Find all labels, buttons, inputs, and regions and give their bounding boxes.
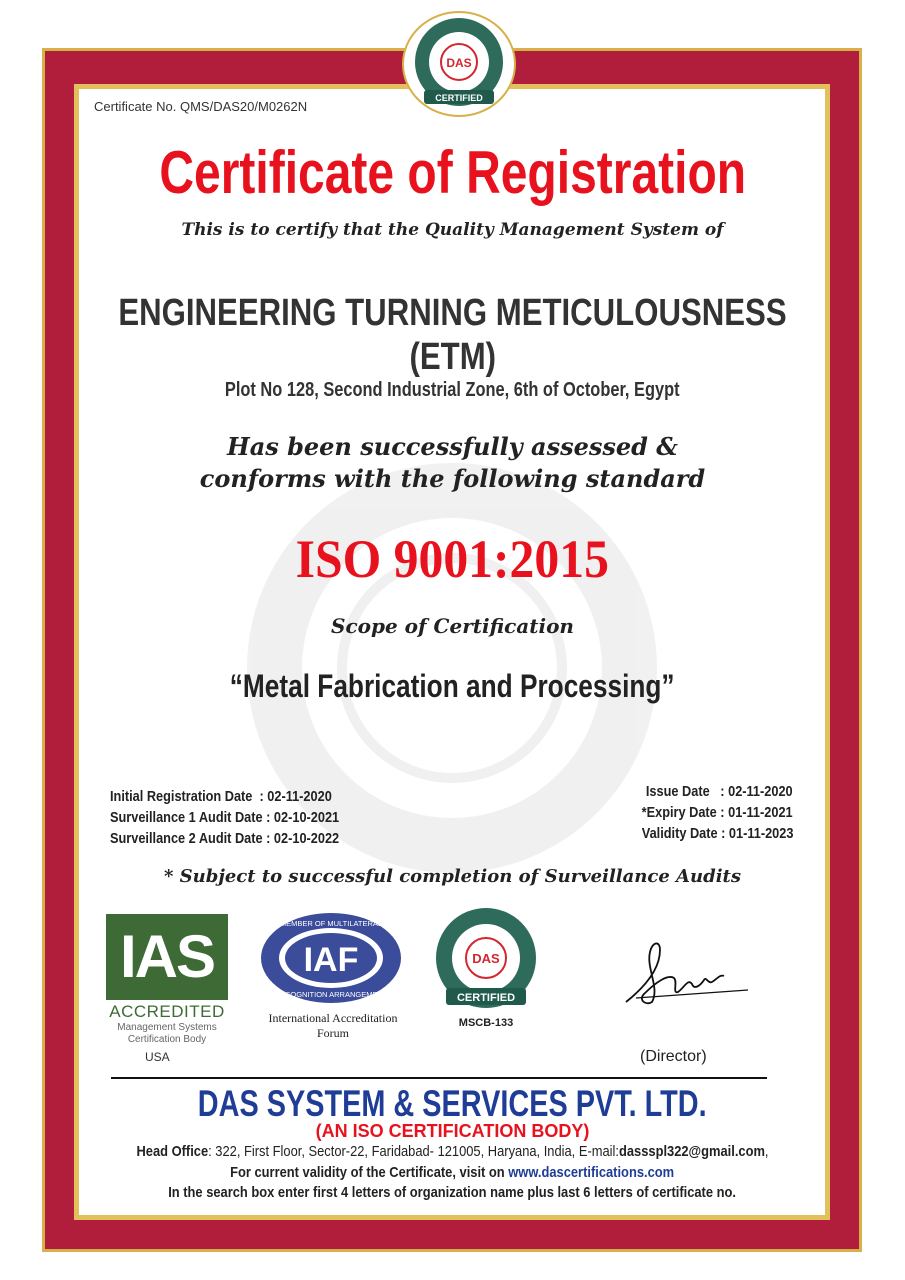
certificate-number: Certificate No. QMS/DAS20/M0262N <box>94 99 308 114</box>
head-office-address: Head Office: 322, First Floor, Sector-22, Faridabad- 121005, Haryana, India, E-mail:dassspl322@gmail.com, <box>136 1143 769 1160</box>
organization-name-line1: ENGINEERING TURNING METICULOUSNESS <box>118 292 787 334</box>
intro-text: This is to certify that the Quality Management System of <box>181 220 724 240</box>
das-accreditation-code: MSCB-133 <box>458 1017 514 1029</box>
svg-text:MEMBER OF MULTILATERAL: MEMBER OF MULTILATERAL <box>279 919 383 928</box>
validity-dates <box>615 781 793 844</box>
email-link[interactable]: dassspl322@gmail.com <box>619 1143 765 1160</box>
date-row-surveillance-1: Surveillance 1 Audit Date : 02-10-2021 <box>110 809 340 826</box>
issuer-name: DAS SYSTEM & SERVICES PVT. LTD. <box>198 1083 707 1124</box>
date-row-initial-registration: Initial Registration Date : 02-11-2020 <box>110 788 332 805</box>
footer-divider <box>111 1077 767 1079</box>
svg-text:DAS: DAS <box>472 951 500 966</box>
organization-abbreviation <box>0 336 905 379</box>
iaf-logo-icon <box>258 910 404 1006</box>
director-signature <box>616 934 756 1010</box>
director-label: (Director) <box>640 1048 707 1065</box>
iso-standard-text: ISO 9001:2015 <box>295 529 610 589</box>
das-certified-seal-icon <box>422 906 550 1016</box>
organization-address: Plot No 128, Second Industrial Zone, 6th of October, Egypt <box>225 379 680 401</box>
assessed-line-1: Has been successfully assessed & <box>227 432 678 461</box>
assessed-line-2: conforms with the following standard <box>199 464 706 493</box>
date-row-expiry: *Expiry Date : 01-11-2021 <box>642 804 793 821</box>
issuer-subtitle: (AN ISO CERTIFICATION BODY) <box>315 1121 590 1141</box>
svg-text:RECOGNITION ARRANGEMENT: RECOGNITION ARRANGEMENT <box>274 990 388 999</box>
scope-statement <box>0 668 905 705</box>
date-row-surveillance-2: Surveillance 2 Audit Date : 02-10-2022 <box>110 830 340 847</box>
scope-text: “Metal Fabrication and Processing” <box>230 668 675 704</box>
date-row-validity: Validity Date : 01-11-2023 <box>641 825 793 842</box>
certificate-title <box>0 138 905 207</box>
date-row-issue: Issue Date : 02-11-2020 <box>646 783 793 800</box>
organization-name-line2: (ETM) <box>409 336 496 378</box>
ias-accredited-logo: IAS ACCREDITED Management Systems Certification Body <box>106 914 228 1046</box>
ias-country: USA <box>145 1050 170 1064</box>
svg-text:CERTIFIED: CERTIFIED <box>435 93 483 103</box>
svg-text:DAS: DAS <box>446 56 472 70</box>
svg-text:IAF: IAF <box>303 941 359 979</box>
svg-text:CERTIFIED: CERTIFIED <box>456 992 516 1004</box>
website-link[interactable]: www.dascertifications.com <box>508 1164 675 1181</box>
search-instruction: In the search box enter first 4 letters of organization name plus last 6 letters of certificate no. <box>168 1184 737 1201</box>
ias-badge: IAS <box>106 914 228 1000</box>
scope-heading: Scope of Certification <box>331 614 574 638</box>
iaf-caption: International Accreditation Forum <box>268 1011 398 1040</box>
validity-check-line: For current validity of the Certificate, visit on www.dascertifications.com <box>230 1164 675 1181</box>
iso-standard <box>0 528 905 590</box>
surveillance-note: * Subject to successful completion of Surveillance Audits <box>163 866 741 887</box>
organization-name <box>0 292 905 335</box>
registration-dates <box>110 786 380 849</box>
ias-accredited-label: ACCREDITED <box>109 1002 225 1021</box>
title-text: Certificate of Registration <box>159 139 746 206</box>
das-top-seal-icon <box>400 10 518 118</box>
